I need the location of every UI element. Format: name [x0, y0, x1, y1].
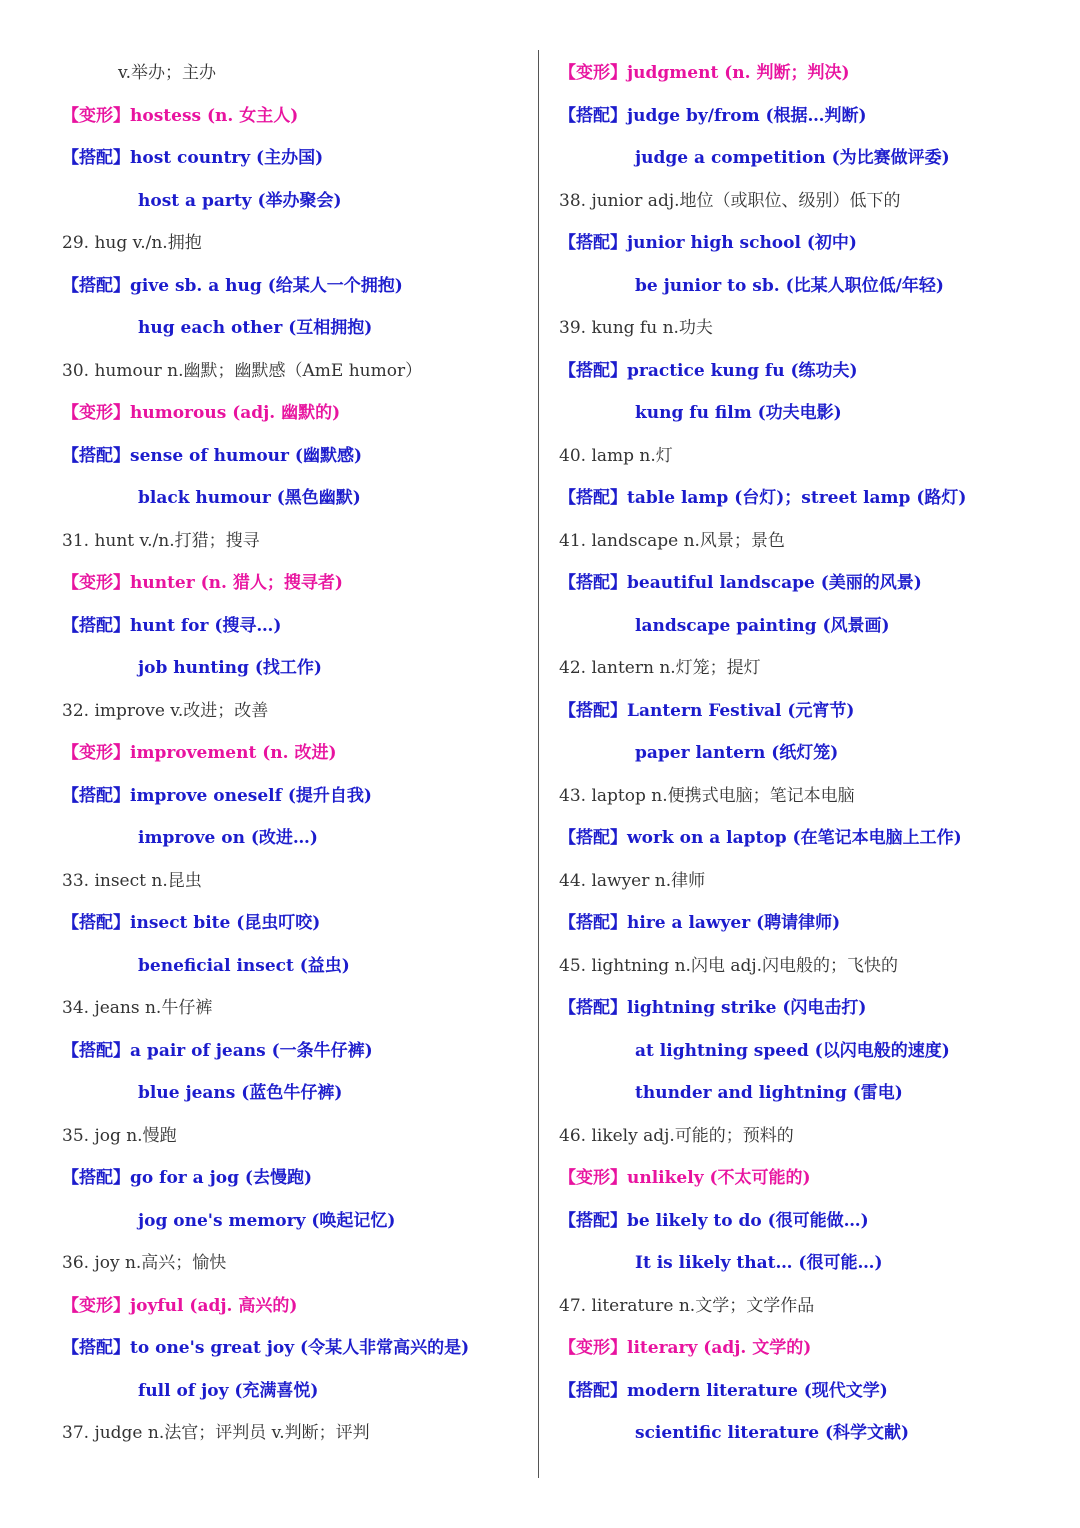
- collocation-line: [62, 137, 532, 180]
- collocation-tag: 【搭配】: [62, 615, 130, 636]
- vocab-entry: [559, 775, 1069, 818]
- vocab-entry: [62, 520, 532, 563]
- collocation-text: be junior to sb. (比某人职位低/年轻): [635, 275, 944, 296]
- collocation-tag: 【搭配】: [62, 913, 130, 933]
- entry-text: 43. laptop n.便携式电脑；笔记本电脑: [559, 785, 855, 806]
- vocab-entry: [62, 1412, 532, 1455]
- variant-tag: 【变形】: [62, 105, 130, 126]
- collocation-text: paper lantern (纸灯笼): [635, 743, 839, 763]
- entry-text: 39. kung fu n.功夫: [559, 318, 713, 338]
- collocation-text: host a party (举办聚会): [138, 190, 342, 211]
- column-divider: [538, 50, 539, 1478]
- variant-line: [62, 732, 532, 775]
- vocab-entry: [559, 435, 1069, 478]
- collocation-text: thunder and lightning (雷电): [635, 1083, 903, 1103]
- collocation-text: jog one's memory (唤起记忆): [138, 1210, 396, 1231]
- collocation-line: [62, 435, 532, 478]
- variant-tag: 【变形】: [62, 403, 130, 423]
- left-column: [62, 52, 532, 1455]
- collocation-line: [62, 1072, 532, 1115]
- collocation-line: [559, 265, 1069, 308]
- collocation-tag: 【搭配】: [62, 1040, 130, 1061]
- collocation-text: to one's great joy (令某人非常高兴的是): [130, 1338, 470, 1358]
- vocab-entry: [559, 1115, 1069, 1158]
- collocation-tag: 【搭配】: [62, 275, 130, 296]
- collocation-line: [559, 817, 1069, 860]
- collocation-line: [62, 1327, 532, 1370]
- vocab-entry: [559, 860, 1069, 903]
- collocation-line: [559, 1200, 1069, 1243]
- collocation-line: [559, 137, 1069, 180]
- collocation-text: beautiful landscape (美丽的风景): [627, 573, 922, 593]
- vocab-entry: [62, 1115, 532, 1158]
- vocab-entry: [62, 222, 532, 265]
- collocation-tag: 【搭配】: [559, 1210, 627, 1231]
- variant-tag: 【变形】: [559, 1338, 627, 1358]
- entry-text: 45. lightning n.闪电 adj.闪电般的；飞快的: [559, 955, 899, 976]
- collocation-line: [559, 1370, 1069, 1413]
- entry-text: 40. lamp n.灯: [559, 445, 673, 466]
- collocation-line: [559, 605, 1069, 648]
- entry-text: 35. jog n.慢跑: [62, 1125, 177, 1146]
- collocation-line: [559, 690, 1069, 733]
- collocation-line: [62, 775, 532, 818]
- collocation-text: host country (主办国): [130, 148, 324, 168]
- variant-line: [62, 1285, 532, 1328]
- variant-line: [62, 562, 532, 605]
- vocab-entry: [559, 307, 1069, 350]
- entry-text: 38. junior adj.地位（或职位、级别）低下的: [559, 190, 901, 211]
- collocation-tag: 【搭配】: [559, 573, 627, 593]
- vocab-entry: [559, 520, 1069, 563]
- variant-text: improvement (n. 改进): [130, 743, 337, 763]
- vocab-entry: [559, 945, 1069, 988]
- collocation-line: [62, 1200, 532, 1243]
- collocation-line: [559, 392, 1069, 435]
- collocation-tag: 【搭配】: [559, 700, 627, 721]
- collocation-tag: 【搭配】: [62, 148, 130, 168]
- entry-text: 33. insect n.昆虫: [62, 870, 202, 891]
- vocab-entry: [62, 52, 532, 95]
- collocation-tag: 【搭配】: [62, 1168, 130, 1188]
- collocation-text: go for a jog (去慢跑): [130, 1168, 312, 1188]
- vocab-entry: [62, 987, 532, 1030]
- collocation-text: hug each other (互相拥抱): [138, 318, 373, 338]
- collocation-line: [559, 1412, 1069, 1455]
- collocation-text: blue jeans (蓝色牛仔裤): [138, 1083, 343, 1103]
- vocab-entry: [62, 860, 532, 903]
- collocation-text: kung fu film (功夫电影): [635, 403, 842, 423]
- collocation-tag: 【搭配】: [559, 105, 627, 126]
- entry-text: 31. hunt v./n.打猎；搜寻: [62, 530, 260, 551]
- collocation-line: [62, 902, 532, 945]
- collocation-line: [559, 1242, 1069, 1285]
- collocation-tag: 【搭配】: [62, 445, 130, 466]
- collocation-text: beneficial insect (益虫): [138, 955, 350, 976]
- vocab-entry: [62, 690, 532, 733]
- collocation-text: improve on (改进…): [138, 828, 318, 848]
- collocation-line: [62, 605, 532, 648]
- variant-tag: 【变形】: [559, 63, 627, 83]
- variant-line: [559, 52, 1069, 95]
- collocation-text: black humour (黑色幽默): [138, 488, 361, 508]
- collocation-text: job hunting (找工作): [138, 658, 322, 678]
- variant-text: hunter (n. 猎人；搜寻者): [130, 573, 343, 593]
- collocation-tag: 【搭配】: [559, 828, 627, 848]
- collocation-text: hire a lawyer (聘请律师): [627, 913, 841, 933]
- entry-text: 34. jeans n.牛仔裤: [62, 998, 213, 1018]
- collocation-tag: 【搭配】: [62, 1338, 130, 1358]
- collocation-tag: 【搭配】: [559, 233, 627, 253]
- collocation-text: junior high school (初中): [627, 233, 857, 253]
- collocation-text: Lantern Festival (元宵节): [627, 700, 855, 721]
- collocation-text: improve oneself (提升自我): [130, 785, 372, 806]
- variant-line: [559, 1327, 1069, 1370]
- collocation-tag: 【搭配】: [559, 488, 627, 508]
- collocation-text: lightning strike (闪电击打): [627, 998, 867, 1018]
- collocation-line: [559, 732, 1069, 775]
- collocation-line: [62, 647, 532, 690]
- variant-text: literary (adj. 文学的): [627, 1338, 812, 1358]
- collocation-line: [62, 1157, 532, 1200]
- collocation-text: give sb. a hug (给某人一个拥抱): [130, 275, 403, 296]
- entry-text: 30. humour n.幽默；幽默感（AmE humor）: [62, 360, 423, 381]
- collocation-line: [559, 987, 1069, 1030]
- collocation-line: [559, 1030, 1069, 1073]
- collocation-line: [62, 265, 532, 308]
- collocation-line: [559, 95, 1069, 138]
- collocation-line: [559, 1072, 1069, 1115]
- collocation-line: [559, 562, 1069, 605]
- collocation-text: landscape painting (风景画): [635, 615, 890, 636]
- collocation-text: a pair of jeans (一条牛仔裤): [130, 1040, 373, 1061]
- entry-text: 29. hug v./n.拥抱: [62, 233, 202, 253]
- variant-text: unlikely (不太可能的): [627, 1168, 811, 1188]
- collocation-text: judge by/from (根据…判断): [627, 105, 867, 126]
- collocation-text: be likely to do (很可能做…): [627, 1210, 869, 1231]
- variant-text: hostess (n. 女主人): [130, 105, 299, 126]
- collocation-text: sense of humour (幽默感): [130, 445, 362, 466]
- collocation-text: at lightning speed (以闪电般的速度): [635, 1040, 950, 1061]
- collocation-tag: 【搭配】: [62, 785, 130, 806]
- entry-text: v.举办；主办: [118, 63, 216, 83]
- vocab-entry: [559, 1285, 1069, 1328]
- collocation-line: [62, 945, 532, 988]
- variant-tag: 【变形】: [62, 1295, 130, 1316]
- vocab-entry: [559, 180, 1069, 223]
- collocation-tag: 【搭配】: [559, 360, 627, 381]
- vocab-entry: [559, 647, 1069, 690]
- collocation-text: judge a competition (为比赛做评委): [635, 148, 950, 168]
- collocation-line: [559, 902, 1069, 945]
- variant-tag: 【变形】: [62, 743, 130, 763]
- right-column: [559, 52, 1069, 1455]
- variant-line: [62, 392, 532, 435]
- collocation-line: [559, 222, 1069, 265]
- collocation-text: full of joy (充满喜悦): [138, 1380, 319, 1401]
- entry-text: 47. literature n.文学；文学作品: [559, 1295, 815, 1316]
- entry-text: 41. landscape n.风景；景色: [559, 530, 785, 551]
- variant-tag: 【变形】: [62, 573, 130, 593]
- entry-text: 42. lantern n.灯笼；提灯: [559, 658, 761, 678]
- collocation-line: [559, 477, 1069, 520]
- entry-text: 32. improve v.改进；改善: [62, 700, 269, 721]
- collocation-tag: 【搭配】: [559, 998, 627, 1018]
- collocation-text: scientific literature (科学文献): [635, 1423, 910, 1443]
- variant-line: [62, 95, 532, 138]
- entry-text: 46. likely adj.可能的；预料的: [559, 1125, 794, 1146]
- collocation-line: [559, 350, 1069, 393]
- collocation-tag: 【搭配】: [559, 913, 627, 933]
- collocation-text: work on a laptop (在笔记本电脑上工作): [627, 828, 962, 848]
- variant-tag: 【变形】: [559, 1168, 627, 1188]
- collocation-text: modern literature (现代文学): [627, 1380, 888, 1401]
- collocation-line: [62, 477, 532, 520]
- variant-text: humorous (adj. 幽默的): [130, 403, 341, 423]
- collocation-line: [62, 180, 532, 223]
- collocation-text: It is likely that… (很可能…): [635, 1253, 883, 1273]
- variant-line: [559, 1157, 1069, 1200]
- variant-text: judgment (n. 判断；判决): [627, 63, 850, 83]
- entry-text: 37. judge n.法官；评判员 v.判断；评判: [62, 1423, 370, 1443]
- entry-text: 36. joy n.高兴；愉快: [62, 1253, 227, 1273]
- collocation-line: [62, 1370, 532, 1413]
- vocab-entry: [62, 350, 532, 393]
- collocation-text: practice kung fu (练功夫): [627, 360, 858, 381]
- collocation-text: hunt for (搜寻…): [130, 615, 282, 636]
- collocation-tag: 【搭配】: [559, 1380, 627, 1401]
- entry-text: 44. lawyer n.律师: [559, 870, 706, 891]
- variant-text: joyful (adj. 高兴的): [130, 1295, 298, 1316]
- collocation-line: [62, 817, 532, 860]
- collocation-text: table lamp (台灯)；street lamp (路灯): [627, 488, 967, 508]
- vocab-entry: [62, 1242, 532, 1285]
- collocation-line: [62, 307, 532, 350]
- collocation-line: [62, 1030, 532, 1073]
- collocation-text: insect bite (昆虫叮咬): [130, 913, 321, 933]
